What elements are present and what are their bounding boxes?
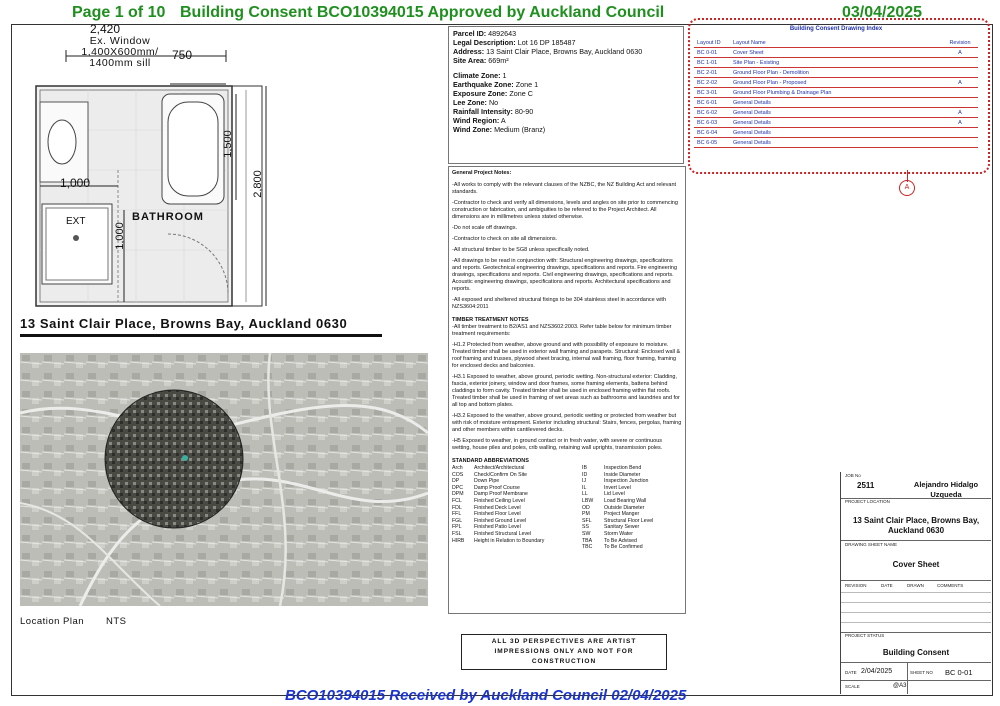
location-label: PROJECT LOCATION [845,499,890,504]
abbr-meaning: Finished Deck Level [474,504,521,511]
timber-note: -H3.1 Exposed to weather, above ground, periodic wetting. Non-structural exterior: Cladding, fascia, exterior joinery, window and door frames, some framing elements, battens behind claddings to form cavity. Treated timber shall be used in enclosed framing within flat roofs. Treated timber shall be used in framing of wet areas such as bathrooms and laundries and for all top and bottom plates. [452,374,680,408]
abbr-meaning: Project Manger [604,511,640,518]
index-cell-rev [942,128,978,138]
abbr-meaning: Check/Confirm On Site [474,471,528,478]
status-label: PROJECT STATUS [845,633,885,638]
index-cell-id: BC 2-01 [694,68,730,78]
wind-zone: Medium (Branz) [494,125,546,134]
abbr-meaning: Inside Diameter [604,471,641,478]
drawing-index [694,26,978,148]
wind-region-label: Wind Region: [453,116,500,125]
index-cell-rev [942,68,978,78]
ext-label: EXT [66,216,86,227]
abbr-code: OD [582,504,590,511]
parcel-id: 4892643 [488,29,517,38]
climate-zone: 1 [502,71,507,80]
scale-label: SCALE [845,684,860,689]
abbr-row [452,505,582,512]
client-name: Alejandro Hidalgo Uzqueda [913,480,979,499]
dim-2800: 2,800 [251,170,264,198]
index-row [694,98,978,108]
abbr-row [582,538,682,545]
index-cell-rev [942,88,978,98]
abbr-meaning: Inspection Bend [604,465,642,471]
abbr-meaning: Structural Floor Level [604,517,654,524]
abbr-code: IL [582,484,587,491]
abbr-meaning: Lid Level [604,491,625,498]
index-title: Building Consent Drawing Index [789,26,883,32]
abbr-row [582,472,682,479]
dim-750: 750 [172,48,193,62]
index-table [694,38,978,148]
rev-col-comments: COMMENTS [937,583,964,588]
index-cell-id: BC 3-01 [694,88,730,98]
index-cell-id: BC 1-01 [694,58,730,68]
tb-divider [907,662,908,694]
rev-col-revision: REVISION [845,583,867,588]
abbr-row [582,518,682,525]
note-item: -Contractor to check on site all dimensions. [452,236,558,242]
dim-1000-h: 1,000 [60,176,91,190]
note-item: -Do not scale off drawings. [452,225,518,231]
sheetno-label: SHEET NO [910,670,933,675]
dim-1500: 1,500 [221,130,234,158]
earthquake-zone: Zone 1 [515,80,539,89]
index-cell-name: Ground Floor Plan - Demolition [730,68,942,78]
sheet-name: Cover Sheet [892,560,940,569]
timber-list [452,324,682,452]
abbr-code: LL [582,491,588,498]
index-cell-id: BC 6-01 [694,98,730,108]
legal-description: Lot 16 DP 185487 [517,38,576,47]
index-row [694,78,978,88]
revision-marker: A [899,180,915,196]
area-label: Site Area: [453,56,487,65]
rainfall-intensity: 80-90 [514,107,534,116]
aerial-map [20,353,428,606]
sheet-scale: @A3 [893,683,907,689]
disclaimer-box [461,634,667,670]
abbr-meaning: Architect/Architectural [474,465,525,471]
wind-region: A [500,116,506,125]
wind-zone-label: Wind Zone: [453,125,493,134]
legal-label: Legal Description: [453,38,516,47]
timber-note: -All timber treatment to B2/AS1 and NZS3602:2003. Refer table below for minimum timber treatment requirements: [452,324,672,337]
window-label-line2: 1,400X600mm/ [81,46,159,58]
abbr-meaning: Down Pipe [474,478,500,485]
abbr-meaning: Damp Proof Membrane [474,491,528,498]
address-label: Address: [453,47,485,56]
note-item: -All exposed and sheltered structural fixings to be 304 stainless steel in accordance with NZS3604:2011 [452,297,667,310]
index-cell-name: General Details [730,138,942,148]
index-cell-rev [942,58,978,68]
date-label: DATE [845,670,857,675]
abbr-meaning: Finished Ceiling Level [474,497,525,504]
abbr-meaning: Finished Structural Level [474,530,532,537]
abbr-meaning: Storm Water [604,530,633,537]
approval-header: Building Consent BCO10394015 Approved by Auckland Council [180,4,665,21]
index-cell-rev: A [942,108,978,118]
abbr-row [582,498,682,505]
abbr-code: FSL [452,530,462,537]
window-label-line3: 1400mm sill [89,57,151,69]
index-row [694,48,978,58]
notes-title: General Project Notes: [452,170,512,176]
rev-col-drawn: DRAWN [907,583,924,588]
rain-label: Rainfall Intensity: [453,107,513,116]
abbr-row [582,531,682,538]
index-cell-name: Site Plan - Existing [730,58,942,68]
abbr-code: FPL [452,524,462,531]
abbr-code: TBC [582,544,593,551]
abbr-code: HIRB [452,537,465,544]
abbr-code: ID [582,471,588,478]
disclaimer-text: ALL 3D PERSPECTIVES ARE ARTIST IMPRESSIONS ONLY AND NOT FOR CONSTRUCTION [491,638,637,665]
location-plan-scale: NTS [106,616,127,627]
index-cell-id: BC 6-05 [694,138,730,148]
abbr-row [452,472,582,479]
col-layout-id: Layout ID [694,38,730,48]
abbr-code: IB [582,465,587,471]
general-notes-box [448,166,686,614]
abbr-code: SS [582,524,589,531]
abbr-row [452,498,582,505]
note-item: -All works to comply with the relevant clauses of the NZBC, the NZ Building Act and relevant standards. [452,182,677,195]
abbr-row [582,478,682,485]
room-label: BATHROOM [132,211,204,223]
index-cell-id: BC 6-02 [694,108,730,118]
timber-note: -H1.2 Protected from weather, above ground and with possibility of exposure to moisture. Treated timber shall be used in exterior wall framing and parapets. Structural: Enclosed wall & roof framing and trusses, plywood sheet bracing, internal wall framing, floor framing, framing for enclosed decks and balconies. [452,342,681,369]
abbr-code: COS [452,471,464,478]
index-cell-id: BC 2-02 [694,78,730,88]
index-row [694,128,978,138]
abbr-code: TBA [582,537,593,544]
abbr-meaning: Load Bearing Wall [604,497,647,504]
index-cell-id: BC 6-03 [694,118,730,128]
parcel-id-label: Parcel ID: [453,29,487,38]
lee-zone: No [488,98,499,107]
col-layout-name: Layout Name [730,38,942,48]
abbr-code: SFL [582,517,592,524]
abbr-code: LBW [582,497,594,504]
abbr-code: PM [582,511,590,518]
index-cell-name: General Details [730,128,942,138]
note-item: -All drawings to be read in conjunction with: Structural engineering drawings, specifications and reports. Geotechnical engineering drawings, specifications and reports. Fire engineering drawings, specifications and reports. Civil engineering drawings, specifications and reports. Acoustic engineering drawings, specifications and reports. Architectural specifications and reports. [452,258,678,292]
abbr-table [452,465,682,551]
abbr-code: FFL [452,511,462,518]
timber-title: TIMBER TREATMENT NOTES [452,317,529,323]
abbr-row [452,478,582,485]
abbr-code: FGL [452,517,463,524]
abbr-meaning: To Be Confirmed [604,544,643,551]
abbr-meaning: Finished Patio Level [474,524,521,531]
project-location: 13 Saint Clair Place, Browns Bay, Auckland 0630 [852,516,980,535]
job-number: 2511 [857,481,875,490]
sheet-name-label: DRAWING SHEET NAME [845,542,898,547]
index-row [694,118,978,128]
note-item: -Contractor to check and verify all dimensions, levels and angles on site prior to commencing construction or fabrication, and ambiguities to be referred to the Project Architect. All dimensions are in millimetres unless stated otherwise. [452,200,678,220]
abbr-row [582,465,682,472]
index-cell-name: General Details [730,118,942,128]
location-plan-label: Location Plan [20,616,85,627]
exposure-label: Exposure Zone: [453,89,508,98]
index-cell-rev: A [942,118,978,128]
abbr-row [582,544,682,551]
page-indicator: Page 1 of 10 [72,4,166,21]
abbr-meaning: Finished Floor Level [474,511,521,518]
note-item: -All structural timber to be SG8 unless specifically noted. [452,247,590,253]
abbr-row [452,524,582,531]
parcel-info-box [448,26,684,164]
abbr-row [452,511,582,518]
abbr-code: DP [452,478,460,485]
window-label-line1: Ex. Window [89,35,151,47]
index-cell-name: Cover Sheet [730,48,942,58]
timber-note: -H3.2 Exposed to the weather, above ground, periodic wetting or protected from weather but with risk of moisture entrapment. Exterior including structural: Stairs, fences, pergolas, framing and other members within cantilevered decks. [452,413,682,433]
index-cell-name: Ground Floor Plan - Proposed [730,78,942,88]
index-row [694,68,978,78]
title-block [840,472,991,694]
window-label [74,36,166,69]
index-row [694,88,978,98]
index-cell-name: General Details [730,98,942,108]
received-footer: BCO10394015 Received by Auckland Council 02/04/2025 [285,687,687,704]
index-cell-rev [942,98,978,108]
abbr-code: FCL [452,497,462,504]
approval-date: 03/04/2025 [842,4,923,21]
abbr-code: DPC [452,484,463,491]
parcel-address: 13 Saint Clair Place, Browns Bay, Auckland 0630 [486,47,643,56]
abbr-code: IJ [582,478,587,485]
index-cell-rev: A [942,78,978,88]
abbr-row [582,511,682,518]
abbr-row [452,538,582,545]
index-cell-id: BC 0-01 [694,48,730,58]
abbr-row [582,485,682,492]
abbr-row [452,485,582,492]
earthquake-label: Earthquake Zone: [453,80,514,89]
abbr-code: FDL [452,504,462,511]
abbr-meaning: Invert Level [604,484,631,491]
dim-top: 2,420 [90,22,121,36]
abbr-meaning: To Be Advised [604,537,637,544]
lee-label: Lee Zone: [453,98,487,107]
sheet-date: 2/04/2025 [861,668,893,675]
abbr-meaning: Sanitary Sewer [604,524,640,531]
abbr-row [452,465,582,472]
timber-note: -H5 Exposed to weather, in ground contact or in fresh water, with severe or continuous wetting, house piles and poles, crib walling, retaining wall uprights, transmission poles. [452,438,663,451]
abbr-code: SW [582,530,591,537]
abbr-title: STANDARD ABBREVIATIONS [452,458,529,464]
index-cell-rev: A [942,48,978,58]
abbr-meaning: Height in Relation to Boundary [474,537,545,544]
address-heading: 13 Saint Clair Place, Browns Bay, Auckland 0630 [20,316,348,331]
abbr-row [452,518,582,525]
sheet-number: BC 0-01 [945,668,973,677]
col-revision: Revision [942,38,978,48]
site-area: 669m² [488,56,509,65]
abbr-meaning: Damp Proof Course [474,484,520,491]
rev-col-date: DATE [881,583,893,588]
abbr-row [452,531,582,538]
project-status: Building Consent [882,648,950,657]
abbr-row [452,491,582,498]
index-cell-id: BC 6-04 [694,128,730,138]
index-header-row [694,38,978,48]
abbr-meaning: Outside Diameter [604,504,645,511]
abbr-row [582,524,682,531]
index-cell-name: Ground Floor Plumbing & Drainage Plan [730,88,942,98]
floorplan [18,20,398,310]
abbr-code: DPM [452,491,464,498]
index-row [694,108,978,118]
location-plan-map [20,353,428,606]
notes-list [452,182,682,311]
abbr-meaning: Inspection Junction [604,478,649,485]
index-cell-name: General Details [730,108,942,118]
heading-underline [20,334,382,337]
abbr-row [582,505,682,512]
job-label: JOB No [845,473,861,478]
abbr-code: Arch [452,465,463,471]
abbr-row [582,491,682,498]
abbr-meaning: Finished Ground Level [474,517,527,524]
index-row [694,58,978,68]
index-row [694,138,978,148]
index-cell-rev [942,138,978,148]
exposure-zone: Zone C [509,89,533,98]
climate-label: Climate Zone: [453,71,501,80]
dim-1000-v: 1,000 [113,222,126,250]
